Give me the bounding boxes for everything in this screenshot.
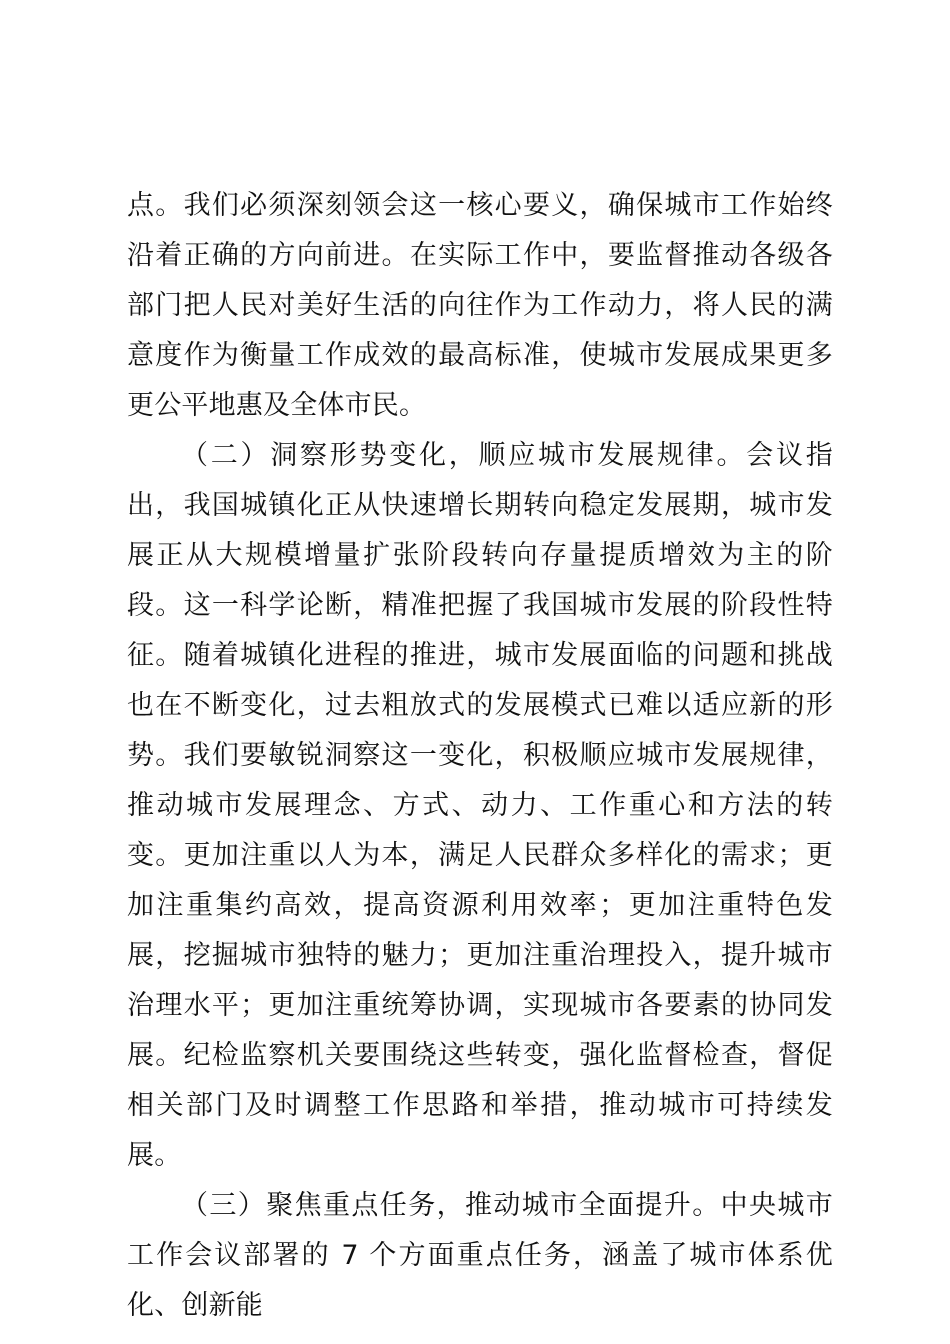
paragraph-section-two: （二）洞察形势变化，顺应城市发展规律。会议指出，我国城镇化正从快速增长期转向稳定发展期，城市发展正从大规模增量扩张阶段转向存量提质增效为主的阶段。这一科学论断，精准把握了我国城市发展的阶段性特征。随着城镇化进程的推进，城市发展面临的问题和挑战也在不断变化，过去粗放式的发展模式已难以适应新的形势。我们要敏锐洞察这一变化，积极顺应城市发展规律，推动城市发展理念、方式、动力、工作重心和方法的转变。更加注重以人为本，满足人民群众多样化的需求；更加注重集约高效，提高资源利用效率；更加注重特色发展，挖掘城市独特的魅力；更加注重治理投入，提升城市治理水平；更加注重统筹协调，实现城市各要素的协同发展。纪检监察机关要围绕这些转变，强化监督检查，督促相关部门及时调整工作思路和举措，推动城市可持续发展。 — [127, 440, 833, 1171]
paragraph-continuation: 点。我们必须深刻领会这一核心要义，确保城市工作始终沿着正确的方向前进。在实际工作中，要监督推动各级各部门把人民对美好生活的向往作为工作动力，将人民的满意度作为衡量工作成效的最高标准，使城市发展成果更多更公平地惠及全体市民。 — [127, 190, 833, 421]
document-body — [127, 181, 833, 1331]
paragraph-section-three: （三）聚焦重点任务，推动城市全面提升。中央城市工作会议部署的 7 个方面重点任务，涵盖了城市体系优化、创新能 — [127, 1190, 833, 1321]
